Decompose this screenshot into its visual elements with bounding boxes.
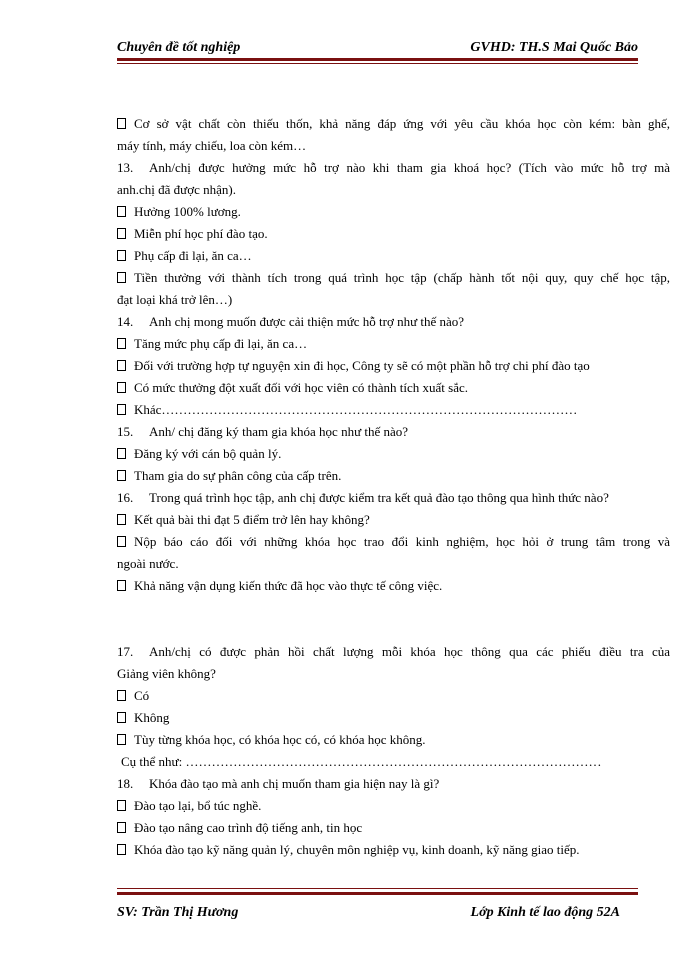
checkbox-icon[interactable]	[117, 272, 126, 283]
option-line	[117, 443, 670, 465]
option-text: Khóa đào tạo kỹ năng quản lý, chuyên môn nghiệp vụ, kinh doanh, kỹ năng giao tiếp.	[134, 842, 580, 857]
option-text: Khác……………………………………………………………………………………	[134, 402, 578, 417]
question-number: 18.	[117, 776, 134, 791]
checkbox-icon[interactable]	[117, 338, 126, 349]
checkbox-icon[interactable]	[117, 712, 126, 723]
question-18	[117, 773, 670, 795]
option-text: Tiền thưởng với thành tích trong quá trình học tập (chấp hành tốt nội quy, quy chế học tập,	[134, 270, 670, 285]
checkbox-icon[interactable]	[117, 536, 126, 547]
checkbox-icon[interactable]	[117, 118, 126, 129]
checkbox-icon[interactable]	[117, 844, 126, 855]
option-line	[117, 839, 670, 861]
question-text: anh.chị đã được nhận).	[117, 182, 236, 197]
header-rule-thick	[117, 58, 638, 61]
checkbox-icon[interactable]	[117, 382, 126, 393]
option-line	[117, 333, 670, 355]
question-13-cont	[117, 179, 670, 201]
option-line-cont	[117, 135, 670, 157]
question-17	[117, 641, 670, 663]
footer-class: Lớp Kinh tế lao động 52A	[470, 905, 620, 920]
option-line	[117, 685, 670, 707]
question-17-cont	[117, 663, 670, 685]
option-line	[117, 355, 670, 377]
question-13	[117, 157, 670, 179]
footer-rule-thick	[117, 892, 638, 895]
question-text: Anh/chị được hưởng mức hỗ trợ nào khi tham gia khoá học? (Tích vào mức hỗ trợ mà	[149, 160, 670, 175]
option-text: Tăng mức phụ cấp đi lại, ăn ca…	[134, 336, 308, 351]
question-text: Giảng viên không?	[117, 666, 216, 681]
question-text: Anh/chị có được phản hồi chất lượng mỗi khóa học thông qua các phiếu điều tra của	[149, 644, 670, 659]
option-text: Có mức thưởng đột xuất đối với học viên có thành tích xuất sắc.	[134, 380, 469, 395]
footer-rule-thin	[117, 888, 638, 889]
option-text: Không	[134, 710, 170, 725]
header-title: Chuyên đề tốt nghiệp	[117, 40, 241, 55]
option-text: Khả năng vận dụng kiến thức đã học vào thực tế công việc.	[134, 578, 443, 593]
option-line	[117, 729, 670, 751]
option-text: Đối với trường hợp tự nguyện xin đi học, Công ty sẽ có một phần hỗ trợ chi phí đào tạo	[134, 358, 590, 373]
checkbox-icon[interactable]	[117, 690, 126, 701]
question-number: 13.	[117, 160, 134, 175]
option-text: Kết quả bài thi đạt 5 điểm trở lên hay không?	[134, 512, 370, 527]
option-line	[117, 817, 670, 839]
option-text: ngoài nước.	[117, 556, 179, 571]
option-line	[117, 113, 670, 135]
checkbox-icon[interactable]	[117, 448, 126, 459]
option-line	[117, 465, 670, 487]
option-line	[117, 245, 670, 267]
header-advisor: GVHD: TH.S Mai Quốc Bảo	[470, 40, 638, 55]
question-16	[117, 487, 670, 509]
option-line	[117, 377, 670, 399]
option-text: Tùy từng khóa học, có khóa học có, có khóa học không.	[134, 732, 426, 747]
option-line	[117, 575, 670, 597]
checkbox-icon[interactable]	[117, 360, 126, 371]
option-text: Phụ cấp đi lại, ăn ca…	[134, 248, 252, 263]
question-text: Khóa đào tạo mà anh chị muốn tham gia hiện nay là gì?	[149, 776, 440, 791]
survey-content	[117, 113, 670, 861]
option-line	[117, 707, 670, 729]
checkbox-icon[interactable]	[117, 470, 126, 481]
checkbox-icon[interactable]	[117, 800, 126, 811]
question-text: Trong quá trình học tập, anh chị được kiểm tra kết quả đào tạo thông qua hình thức nào?	[149, 490, 609, 505]
option-text: Nộp báo cáo đối với những khóa học trao đổi kinh nghiệm, học hỏi ở trung tâm trong và	[134, 534, 670, 549]
question-text: Anh chị mong muốn được cải thiện mức hỗ trợ như thế nào?	[149, 314, 465, 329]
question-15	[117, 421, 670, 443]
other-specify-line	[117, 751, 670, 773]
header-rule-thin	[117, 63, 638, 64]
checkbox-icon[interactable]	[117, 734, 126, 745]
option-text: Cơ sở vật chất còn thiếu thốn, khả năng đáp ứng với yêu cầu khóa học còn kém: bàn ghế,	[134, 116, 670, 131]
footer-student: SV: Trần Thị Hương	[117, 905, 239, 920]
spacer	[117, 597, 670, 641]
option-line	[117, 201, 670, 223]
question-number: 15.	[117, 424, 134, 439]
option-text: Tham gia do sự phân công của cấp trên.	[134, 468, 342, 483]
question-14	[117, 311, 670, 333]
option-text: máy tính, máy chiếu, loa còn kém…	[117, 138, 307, 153]
checkbox-icon[interactable]	[117, 580, 126, 591]
option-line	[117, 531, 670, 553]
option-text: Miễn phí học phí đào tạo.	[134, 226, 268, 241]
checkbox-icon[interactable]	[117, 514, 126, 525]
option-line	[117, 795, 670, 817]
option-line	[117, 399, 670, 421]
option-line-cont	[117, 553, 670, 575]
option-text: Hưởng 100% lương.	[134, 204, 241, 219]
question-number: 16.	[117, 490, 134, 505]
option-line	[117, 223, 670, 245]
question-number: 14.	[117, 314, 134, 329]
question-text: Anh/ chị đăng ký tham gia khóa học như thế nào?	[149, 424, 409, 439]
checkbox-icon[interactable]	[117, 228, 126, 239]
option-line	[117, 509, 670, 531]
option-line-cont	[117, 289, 670, 311]
checkbox-icon[interactable]	[117, 822, 126, 833]
option-text: Cụ thể như: ……………………………………………………………………………………	[121, 754, 602, 769]
checkbox-icon[interactable]	[117, 206, 126, 217]
option-text: Đăng ký với cán bộ quản lý.	[134, 446, 282, 461]
option-text: đạt loại khá trở lên…)	[117, 292, 233, 307]
option-line	[117, 267, 670, 289]
option-text: Đào tạo lại, bổ túc nghề.	[134, 798, 262, 813]
question-number: 17.	[117, 644, 134, 659]
checkbox-icon[interactable]	[117, 404, 126, 415]
checkbox-icon[interactable]	[117, 250, 126, 261]
option-text: Đào tạo nâng cao trình độ tiếng anh, tin học	[134, 820, 363, 835]
option-text: Có	[134, 688, 150, 703]
